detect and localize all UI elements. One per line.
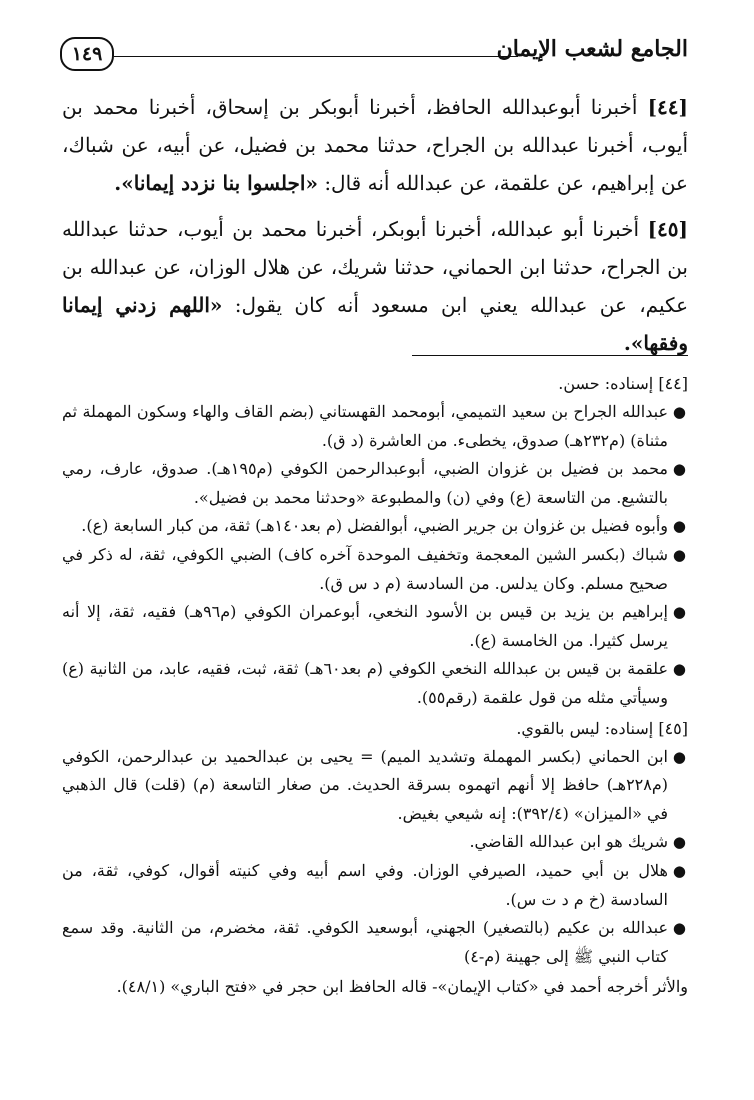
narrator-note: ● محمد بن فضيل بن غزوان الضبي، أبوعبدالرحمن الكوفي (م١٩٥هـ). صدوق، عارف، رمي بالتشيع. من التاسعة (ع) وفي (ن) والمطبوعة «وحدثنا محمد بن فضيل». xyxy=(62,455,688,512)
main-text xyxy=(62,88,688,370)
narrator-note: ● شريك هو ابن عبدالله القاضي. xyxy=(62,828,688,857)
narrator-note: ● هلال بن أبي حميد، الصيرفي الوزان. وفي اسم أبيه وفي كنيته أقوال، كوفي، ثقة، من السادسة (خ م د ت س). xyxy=(62,857,688,914)
narrator-note: ● عبدالله الجراح بن سعيد التميمي، أبومحمد القهستاني (بضم القاف والهاء وسكون المهملة ثم مثناة) (م٢٣٢هـ) صدوق، يخطىء. من العاشرة (د ق). xyxy=(62,398,688,455)
narrator-note: ● علقمة بن قيس بن عبدالله النخعي الكوفي (م بعد٦٠هـ) ثقة، ثبت، فقيه، عابد، من الثانية (ع) وسيأتي مثله من قول علقمة (رقم٥٥). xyxy=(62,655,688,712)
bullet-icon: ● xyxy=(672,545,686,564)
matn-text: «اللهم زدني إيمانا وفقها». xyxy=(62,293,688,355)
narrator-note: ● عبدالله بن عكيم (بالتصغير) الجهني، أبوسعيد الكوفي. ثقة، مخضرم، من الثانية. وقد سمع كتاب النبي ﷺ إلى جهينة (م-٤) xyxy=(62,914,688,971)
isnad-text: أخبرنا أبو عبدالله، أخبرنا أبوبكر، أخبرنا محمد بن أيوب، حدثنا عبدالله بن الجراح، حدثنا ابن الحماني، حدثنا شريك، عن هلال الوزان، عن عبدالله بن عكيم، عن عبدالله يعني ابن مسعود أنه كان يقول: xyxy=(62,217,689,317)
note-heading-45: [٤٥] إسناده: ليس بالقوي. xyxy=(516,718,688,738)
narrator-note: ● إبراهيم بن يزيد بن قيس بن الأسود النخعي، أبوعمران الكوفي (م٩٦هـ) فقيه، ثقة، إلا أنه يرسل كثيرا. من الخامسة (ع). xyxy=(62,598,688,655)
isnad-text: أخبرنا أبوعبدالله الحافظ، أخبرنا أبوبكر بن إسحاق، أخبرنا محمد بن أيوب، أخبرنا عبدالله بن الجراح، حدثنا محمد بن فضيل، عن أبيه، عن شباك، عن إبراهيم، عن علقمة، عن عبدالله أنه قال: xyxy=(62,95,688,195)
hadith-44 xyxy=(62,88,688,202)
page-header xyxy=(60,34,688,74)
hadith-number: [٤٥] xyxy=(647,217,688,241)
bullet-icon: ● xyxy=(672,460,686,479)
bullet-icon: ● xyxy=(672,861,686,880)
note-heading-44: [٤٤] إسناده: حسن. xyxy=(558,374,688,393)
bullet-icon: ● xyxy=(672,660,686,679)
hadith-number: [٤٤] xyxy=(647,95,688,119)
takhrij-note: والأثر أخرجه أحمد في «كتاب الإيمان»- قاله الحافظ ابن حجر في «فتح الباري» (٤٨/١). xyxy=(116,977,688,997)
page-number: ١٤٩ xyxy=(60,37,114,71)
footnotes xyxy=(62,370,688,1001)
matn-text: «اجلسوا بنا نزدد إيمانا». xyxy=(114,171,318,195)
header-rule xyxy=(114,56,518,57)
narrator-note: ● وأبوه فضيل بن غزوان بن جرير الضبي، أبوالفضل (م بعد١٤٠هـ) ثقة، من كبار السابعة (ع). xyxy=(62,512,688,541)
hadith-45 xyxy=(62,210,688,362)
bullet-icon: ● xyxy=(672,833,686,852)
running-title: الجامع لشعب الإيمان xyxy=(496,36,688,62)
bullet-icon: ● xyxy=(672,603,686,622)
bullet-icon: ● xyxy=(672,919,686,938)
bullet-icon: ● xyxy=(672,747,686,766)
narrator-list-44 xyxy=(62,398,688,713)
bullet-icon: ● xyxy=(672,403,686,421)
narrator-list-45 xyxy=(62,743,688,972)
footnote-separator xyxy=(412,355,688,356)
narrator-note: ● ابن الحماني (بكسر المهملة وتشديد الميم) = يحيى بن عبدالحميد بن عبدالرحمن، الكوفي (م٢٢٨هـ) حافظ إلا أنهم اتهموه بسرقة الحديث. من صغار التاسعة (م) (قلت) قال الذهبي في «الميزان» (٣٩٢/٤): إنه شيعي بغيض. xyxy=(62,743,688,829)
narrator-note: ● شباك (بكسر الشين المعجمة وتخفيف الموحدة آخره كاف) الضبي الكوفي، ثقة، له ذكر في صحيح مسلم. وكان يدلس. من السادسة (م د س ق). xyxy=(62,541,688,598)
bullet-icon: ● xyxy=(672,517,686,536)
